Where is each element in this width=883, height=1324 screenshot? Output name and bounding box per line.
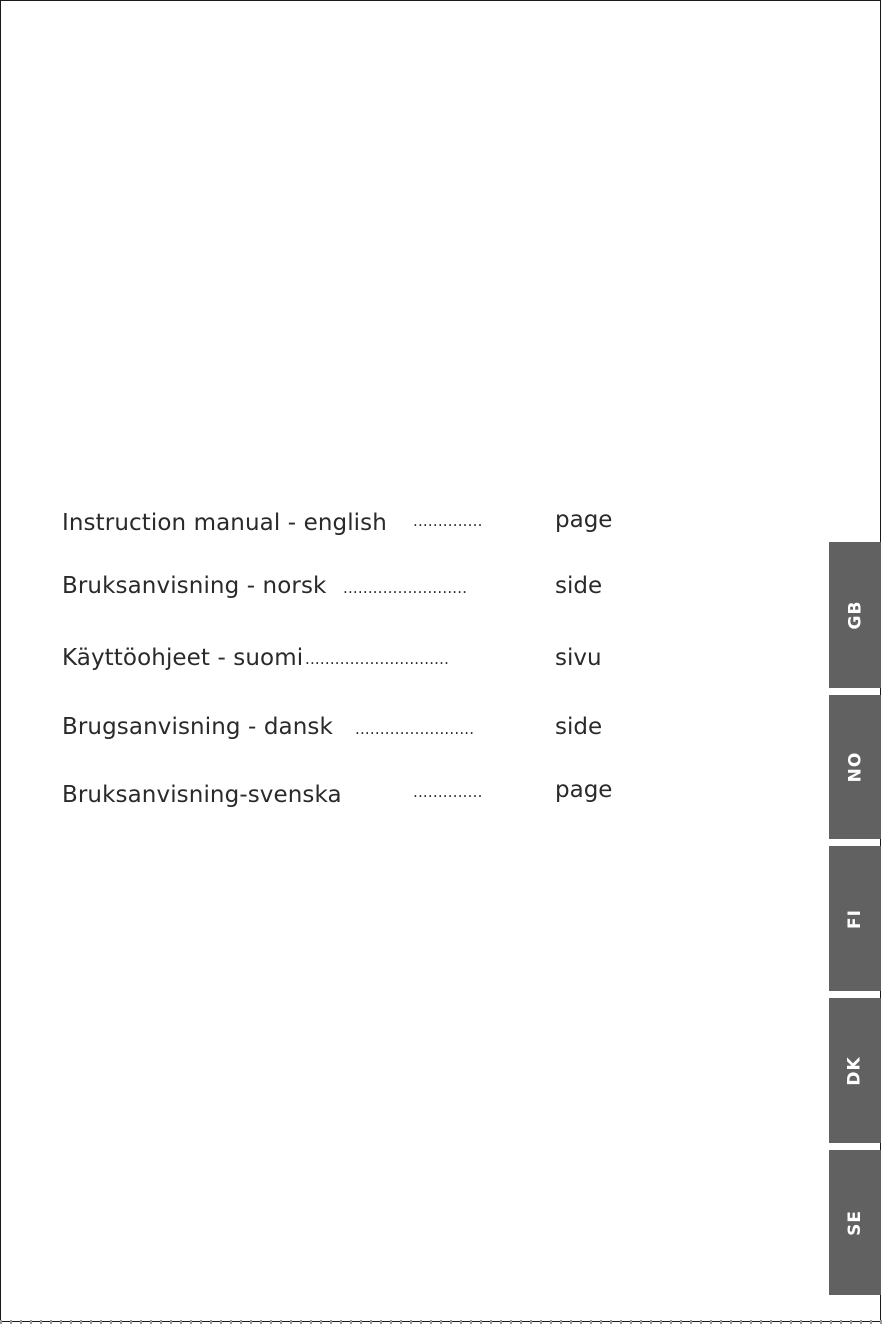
toc-page-word-english: page bbox=[555, 507, 613, 533]
toc-page-word-suomi: sivu bbox=[555, 645, 602, 671]
language-tab-label: NO bbox=[845, 751, 865, 783]
toc-label-svenska[interactable]: Bruksanvisning-svenska bbox=[62, 782, 342, 808]
toc-label-dansk[interactable]: Brugsanvisning - dansk bbox=[62, 714, 333, 740]
bottom-scan-edge bbox=[0, 1320, 883, 1324]
toc-dots-suomi: ............................. bbox=[305, 650, 450, 668]
language-tab-no[interactable] bbox=[829, 695, 881, 839]
toc-dots-english: .............. bbox=[413, 512, 483, 530]
toc-page-word-norsk: side bbox=[555, 573, 603, 599]
toc-label-english[interactable]: Instruction manual - english bbox=[62, 510, 387, 536]
language-tab-dk[interactable] bbox=[829, 998, 881, 1143]
toc-label-suomi[interactable]: Käyttöohjeet - suomi bbox=[62, 645, 304, 671]
language-tab-se[interactable] bbox=[829, 1150, 881, 1295]
toc-dots-svenska: .............. bbox=[413, 783, 483, 801]
toc-page-word-dansk: side bbox=[555, 714, 603, 740]
language-tab-gb[interactable] bbox=[829, 542, 881, 688]
language-tab-label: SE bbox=[844, 1209, 865, 1236]
toc-dots-norsk: ......................... bbox=[343, 579, 468, 597]
language-tab-fi[interactable] bbox=[829, 846, 881, 991]
language-tab-label: FI bbox=[844, 908, 865, 929]
language-tab-label: GB bbox=[844, 600, 865, 630]
language-tab-label: DK bbox=[844, 1055, 865, 1086]
toc-dots-dansk: ........................ bbox=[355, 720, 475, 738]
toc-label-norsk[interactable]: Bruksanvisning - norsk bbox=[62, 573, 327, 599]
toc-page-word-svenska: page bbox=[555, 777, 613, 803]
